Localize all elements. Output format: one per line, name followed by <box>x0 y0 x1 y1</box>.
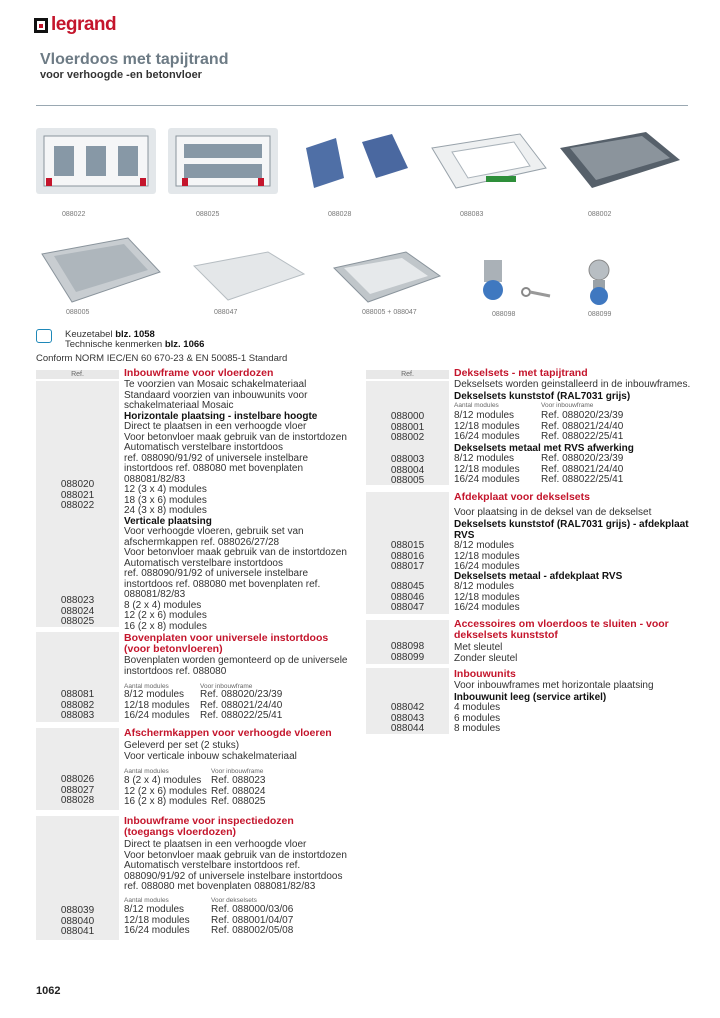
legrand-logo <box>34 14 116 36</box>
subsection-title: Dekselsets metaal - afdekplaat RVS <box>454 571 623 582</box>
section-description: Voor plaatsing in de deksel van de dekselset <box>454 507 652 518</box>
product-label: 088083 <box>460 211 484 218</box>
module-list: 8/12 modules 12/18 modules 16/24 modules <box>124 689 190 721</box>
subsection-title: Dekselsets metaal met RVS afwerking <box>454 443 634 454</box>
book-icon <box>36 329 52 343</box>
product-image-088047 <box>190 248 308 304</box>
ref-header: Ref. <box>366 370 449 379</box>
ref-list: 088042 088043 088044 <box>390 702 425 734</box>
product-label: 088098 <box>492 311 516 318</box>
subsection-title: Dekselsets kunststof (RAL7031 grijs) - afdekplaat RVS <box>454 519 689 541</box>
references-info <box>65 330 204 350</box>
page-subtitle: voor verhoogde -en betonvloer <box>40 69 202 81</box>
ref-list: 088026 088027 088028 <box>60 774 95 806</box>
ref-list: 088023 088024 088025 <box>60 595 95 627</box>
module-list: 8/12 modules 12/18 modules 16/24 modules <box>454 410 520 442</box>
product-label: 088002 <box>588 211 612 218</box>
section-description: Geleverd per set (2 stuks) Voor verticale inbouw schakelmateriaal <box>124 740 297 762</box>
frame-list: Ref. 088020/23/39 Ref. 088021/24/40 Ref. 088022/25/41 <box>541 453 624 485</box>
section-title: Afschermkappen voor verhoogde vloeren <box>124 727 332 739</box>
ref-list: 088003 088004 088005 <box>390 454 425 486</box>
product-label: 088099 <box>588 311 612 318</box>
info-link[interactable]: blz. 1066 <box>164 339 205 350</box>
info-text: Keuzetabel <box>65 329 116 340</box>
item-list: Met sleutel Zonder sleutel <box>454 642 518 664</box>
product-image-088099 <box>576 256 622 306</box>
lock-without-key-icon <box>576 256 622 306</box>
section-description: Te voorzien van Mosaic schakelmateriaal Standaard voorzien van inbouwunits voor schakelmateriaal Mosaic Horizontale plaatsing - instelbare hoogte Direct te plaatsen in een verhoogde vloer Voor betonvloer maak gebruik van de instortdozen Automatisch verstelbare instortdoos ref. 088090/91/92 of universele instelbare instortdoos ref. 088080 met bovenplaten 088081/82/83 12 (3 x 4) modules 18 (3 x 6) modules 24 (3 x 8) modules Verticale plaatsing Voor verhoogde vloeren, gebruik set van afschermkappen ref. 088026/27/28 Voor betonvloer maak gebruik van de instortdozen Automatisch verstelbare instortdoos ref. 088090/91/92 of universele instelbare instortdoos ref. 088080 met bovenplaten ref. 088081/82/83 8 (2 x 4) modules 12 (2 x 6) modules 16 (2 x 8) modules <box>124 379 347 632</box>
section-description: Voor inbouwframes met horizontale plaatsing <box>454 680 654 691</box>
module-list: 8/12 modules 12/18 modules 16/24 modules <box>454 540 520 572</box>
ref-list: 088015 088016 088017 <box>390 540 425 572</box>
info-link[interactable]: blz. 1058 <box>115 329 155 340</box>
frame-list: Ref. 088000/03/06 Ref. 088001/04/07 Ref. 088002/05/08 <box>211 904 294 936</box>
col-header-aantal: Aantal modules <box>454 402 499 409</box>
ref-list: 088000 088001 088002 <box>390 411 425 443</box>
frame-list: Ref. 088023 Ref. 088024 Ref. 088025 <box>211 775 266 807</box>
floorbox-frame-icon <box>36 128 156 194</box>
col-header-deksel: Voor dekselsets <box>211 897 257 904</box>
module-list: 8 (2 x 4) modules 12 (2 x 6) modules 16 (2 x 8) modules <box>124 775 207 807</box>
section-title: Accessoires om vloerdoos te sluiten - voor dekselsets kunststof <box>454 618 669 641</box>
col-header-inbouw: Voor inbouwframe <box>200 683 253 690</box>
section-title: Dekselsets - met tapijtrand <box>454 367 588 379</box>
stainless-plate-icon <box>190 248 308 304</box>
module-list: 8/12 modules 12/18 modules 16/24 modules <box>454 453 520 485</box>
product-label: 088025 <box>196 211 220 218</box>
page-title: Vloerdoos met tapijtrand <box>40 51 229 68</box>
ref-list: 088039 088040 088041 <box>60 905 95 937</box>
section-description: Direct te plaatsen in een verhoogde vloer Voor betonvloer maak gebruik van de instortdozen Automatisch verstelbare instortdoos ref. 088090/91/92 of universele instelbare instortdoos ref. 088080 met bovenplaten 088081/82/83 <box>124 839 347 892</box>
subsection-title: Inbouwunit leeg (service artikel) <box>454 692 607 703</box>
ref-list: 088098 088099 <box>390 641 425 663</box>
subsection-title: Dekselsets kunststof (RAL7031 grijs) <box>454 391 631 402</box>
product-label: 088022 <box>62 211 86 218</box>
lock-with-key-icon <box>478 256 554 306</box>
legrand-logo-icon <box>34 18 48 33</box>
product-label: 088005 <box>66 309 90 316</box>
product-image-088002 <box>556 128 684 194</box>
floorbox-frame-vertical-icon <box>168 128 278 194</box>
product-image-088025 <box>168 128 278 194</box>
brand-name: legrand <box>51 14 117 35</box>
page-number: 1062 <box>36 985 61 997</box>
metal-cover-set-icon <box>36 232 164 306</box>
product-label: 088005 + 088047 <box>362 309 417 316</box>
section-description: Dekselsets worden geinstalleerd in de inbouwframes. <box>454 379 691 390</box>
section-description: Bovenplaten worden gemonteerd op de universele instortdoos ref. 088080 <box>124 655 348 677</box>
col-header-aantal: Aantal modules <box>124 768 169 775</box>
col-header-inbouw: Voor inbouwframe <box>541 402 594 409</box>
conformity-note: Conform NORM IEC/EN 60 670-23 & EN 50085-1 Standard <box>36 353 288 364</box>
product-image-088005-088047 <box>330 248 444 306</box>
col-header-aantal: Aantal modules <box>124 897 169 904</box>
ref-header: Ref. <box>36 370 119 379</box>
product-image-088083 <box>426 128 550 194</box>
module-list: 4 modules 6 modules 8 modules <box>454 702 501 734</box>
info-text: Technische kenmerken <box>65 339 165 350</box>
frame-list: Ref. 088020/23/39 Ref. 088021/24/40 Ref. 088022/25/41 <box>200 689 283 721</box>
module-list: 8/12 modules 12/18 modules 16/24 modules <box>454 581 520 613</box>
module-list: 8/12 modules 12/18 modules 16/24 modules <box>124 904 190 936</box>
product-image-088098 <box>478 256 554 306</box>
product-image-088022 <box>36 128 156 194</box>
product-label: 088028 <box>328 211 352 218</box>
ref-list: 088020 088021 088022 <box>60 479 95 511</box>
section-title: Inbouwunits <box>454 668 516 680</box>
col-header-aantal: Aantal modules <box>124 683 169 690</box>
frame-list: Ref. 088020/23/39 Ref. 088021/24/40 Ref. 088022/25/41 <box>541 410 624 442</box>
section-title: Inbouwframe voor vloerdozen <box>124 367 274 379</box>
section-title: Inbouwframe voor inspectiedozen (toegangs vloerdozen) <box>124 815 294 838</box>
section-title: Bovenplaten voor universele instortdoos (voor betonvloeren) <box>124 632 329 655</box>
metal-cover-with-plate-icon <box>330 248 444 306</box>
section-title: Afdekplaat voor dekselsets <box>454 491 590 503</box>
cover-caps-icon <box>296 128 416 194</box>
top-plate-icon <box>426 128 550 194</box>
header-divider <box>36 105 688 106</box>
ref-list: 088045 088046 088047 <box>390 581 425 613</box>
col-header-inbouw: Voor inbouwframe <box>211 768 264 775</box>
product-image-088028 <box>296 128 416 194</box>
product-label: 088047 <box>214 309 238 316</box>
cover-set-icon <box>556 128 684 194</box>
product-image-088005 <box>36 232 164 306</box>
ref-list: 088081 088082 088083 <box>60 689 95 721</box>
